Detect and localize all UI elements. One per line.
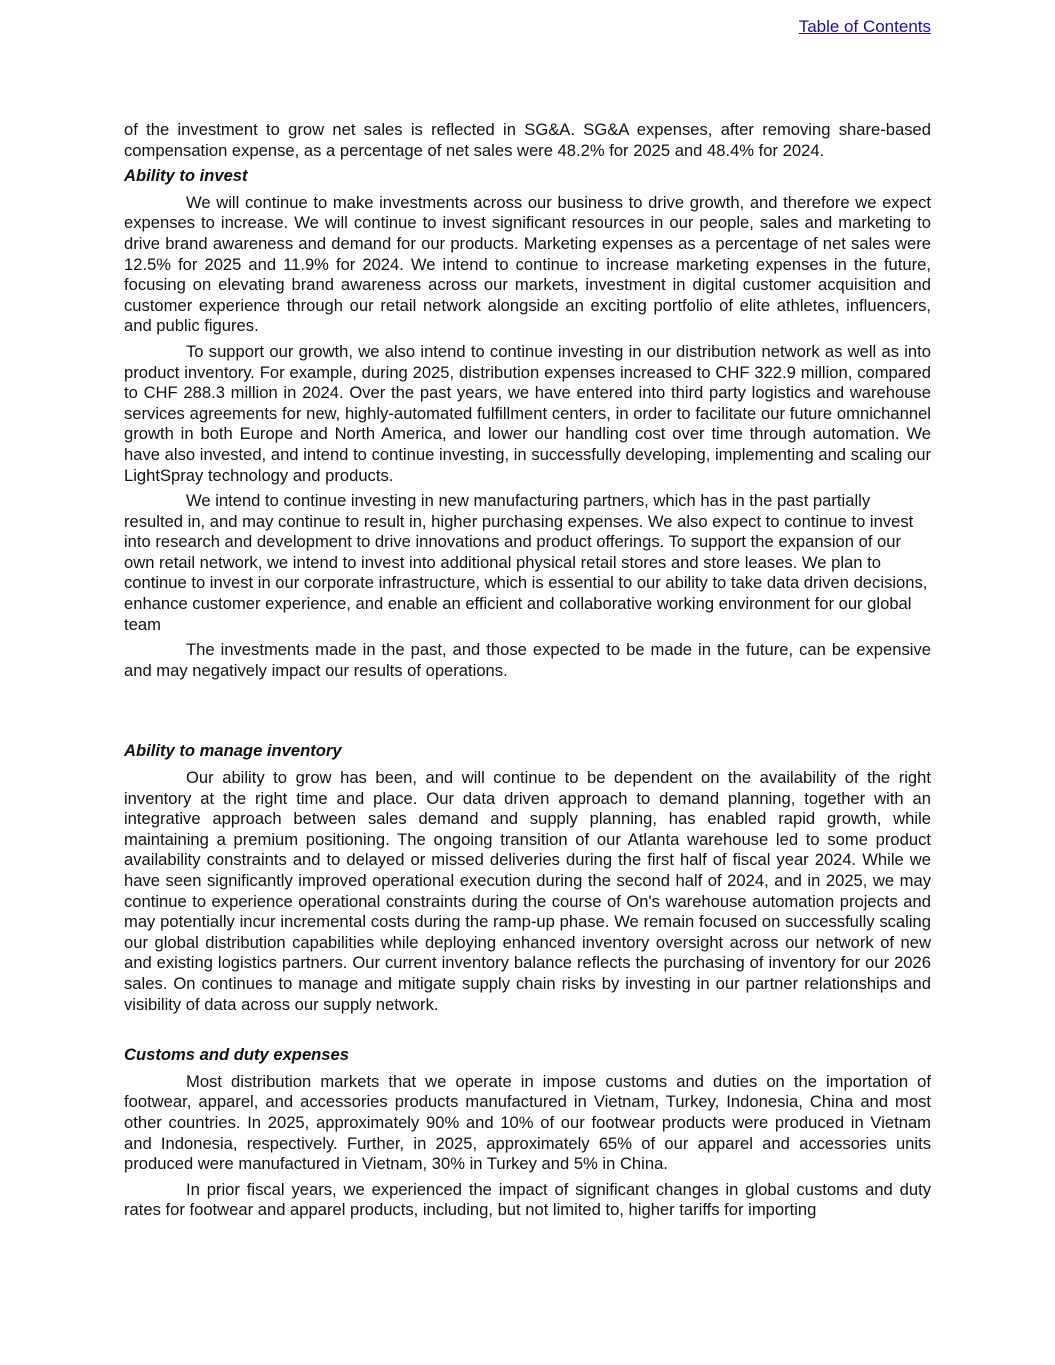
section-spacer [124,1020,931,1045]
customs-and-duty-paragraph-2: In prior fiscal years, we experienced the impact of significant changes in global customs and duty rates for footwear and apparel products, including, but not limited to, higher tariffs for importing [124,1179,931,1220]
ability-to-manage-inventory-paragraph-1: Our ability to grow has been, and will continue to be dependent on the availability of the right inventory at the right time and place. Our data driven approach to demand planning, together with an integrative approach between sales demand and supply planning, has enabled rapid growth, while maintaining a premium positioning. The ongoing transition of our Atlanta warehouse led to some product availability constraints and to delayed or missed deliveries during the first half of fiscal year 2024. While we have seen significantly improved operational execution during the second half of 2024, and in 2025, we may continue to experience operational constraints during the course of On's warehouse automation projects and may potentially incur incremental costs during the ramp-up phase. We remain focused on successfully scaling our global distribution capabilities while deploying enhanced inventory oversight across our network of new and existing logistics partners. Our current inventory balance reflects the purchasing of inventory for our 2026 sales. On continues to manage and mitigate supply chain risks by investing in our partner relationships and visibility of data across our supply network. [124,768,931,1014]
table-of-contents-link[interactable]: Table of Contents [798,17,931,36]
ability-to-invest-paragraph-1: We will continue to make investments across our business to drive growth, and therefore we expect expenses to increase. We will continue to invest significant resources in our people, sales and marketing to drive brand awareness and demand for our products. Marketing expenses as a percentage of net sales were 12.5% for 2025 and 11.9% for 2024. We intend to continue to increase marketing expenses in the future, focusing on elevating brand awareness across our markets, investment in digital customer acquisition and customer experience through our retail network alongside an exciting portfolio of elite athletes, influencers, and public figures. [124,192,931,336]
ability-to-invest-heading: Ability to invest [124,166,248,186]
ability-to-invest-paragraph-3: We intend to continue investing in new manufacturing partners, which has in the past partially resulted in, and may continue to result in, higher purchasing expenses. We also expect to continue to invest into research and development to drive innovations and product offerings. To support the expansion of our own retail network, we intend to invest into additional physical retail stores and store leases. We plan to continue to invest in our corporate infrastructure, which is essential to our ability to take data driven decisions, enhance customer experience, and enable an efficient and collaborative working environment for our global team [124,491,928,634]
customs-and-duty-paragraph-1: Most distribution markets that we operate in impose customs and duties on the importation of footwear, apparel, and accessories products manufactured in Vietnam, Turkey, Indonesia, China and most other countries. In 2025, approximately 90% and 10% of our footwear products were produced in Vietnam and Indonesia, respectively. Further, in 2025, approximately 65% of our apparel and accessories units produced were manufactured in Vietnam, 30% in Turkey and 5% in China. [124,1071,931,1174]
ability-to-invest-paragraph-2: To support our growth, we also intend to continue investing in our distribution network as well as into product inventory. For example, during 2025, distribution expenses increased to CHF 322.9 million, compared to CHF 288.3 million in 2024. Over the past years, we have entered into third party logistics and warehouse services agreements for new, highly-automated fulfillment centers, in order to facilitate our future omnichannel growth in both Europe and North America, and lower our handling cost over time through automation. We have also invested, and intend to continue investing, in successfully developing, implementing and scaling our LightSpray technology and products. [124,341,931,485]
document-body [124,120,931,1226]
section-spacer [124,686,931,741]
ability-to-manage-inventory-heading: Ability to manage inventory [124,741,342,761]
customs-and-duty-heading: Customs and duty expenses [124,1045,349,1065]
intro-paragraph: of the investment to grow net sales is reflected in SG&A. SG&A expenses, after removing share-based compensation expense, as a percentage of net sales were 48.2% for 2025 and 48.4% for 2024. [124,120,931,160]
ability-to-invest-paragraph-4: The investments made in the past, and those expected to be made in the future, can be expensive and may negatively impact our results of operations. [124,640,931,680]
